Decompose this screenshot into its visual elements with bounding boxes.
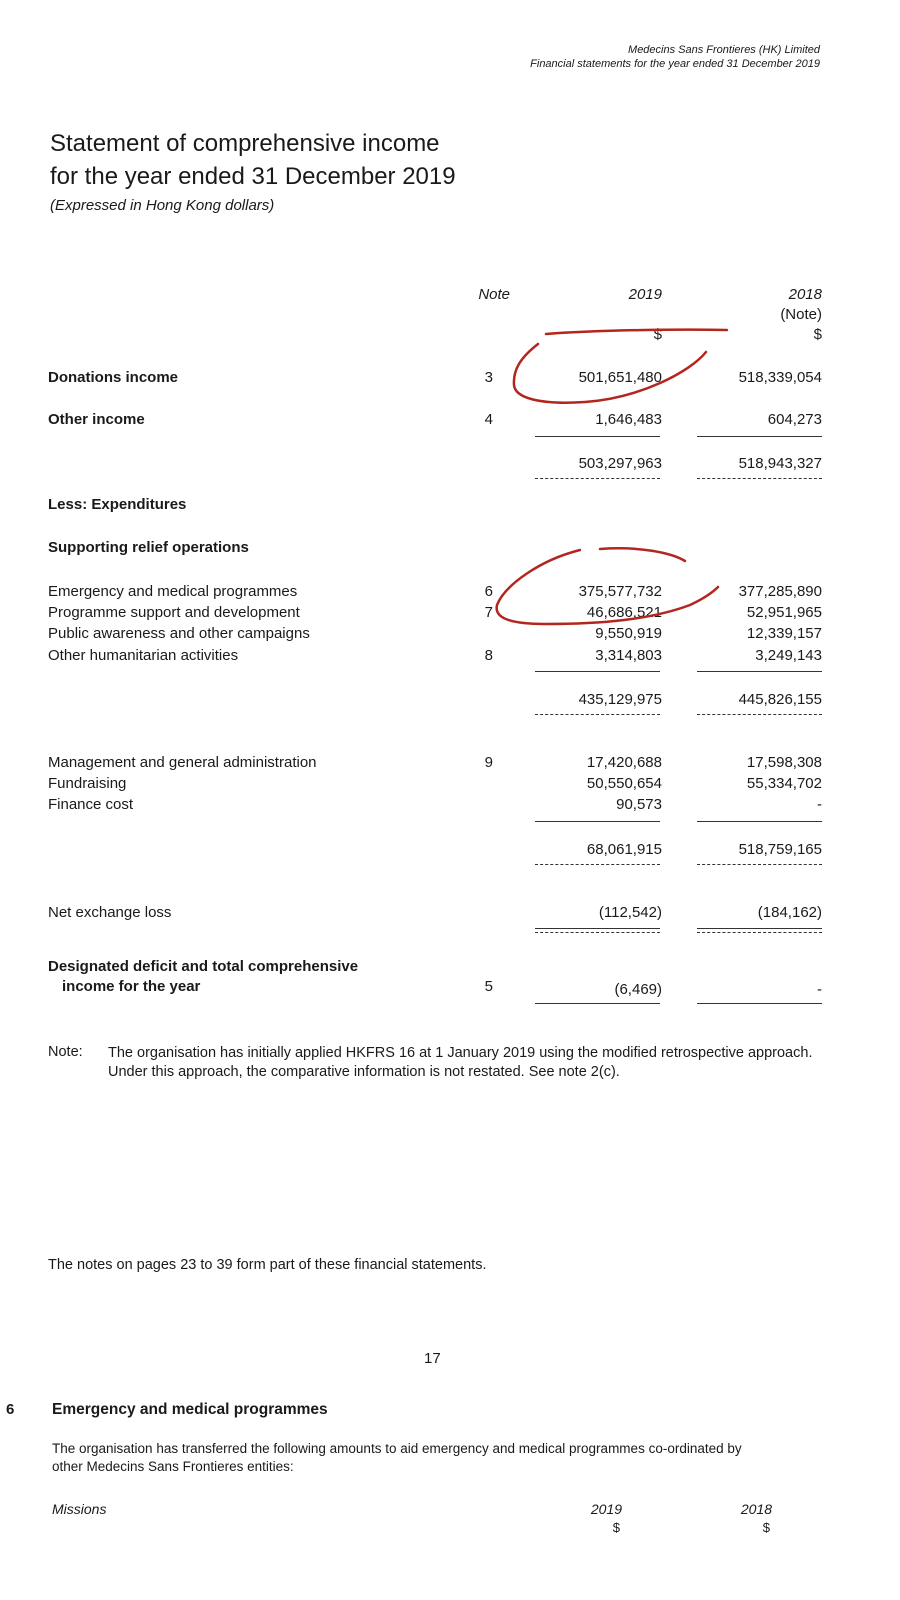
- income-total-2019: 503,297,963: [578, 455, 662, 472]
- header-org: Medecins Sans Frontieres (HK) Limited: [628, 44, 820, 56]
- relief-row-2019: 375,577,732: [578, 583, 662, 600]
- income-total-underline-2019: [535, 478, 660, 479]
- donations-income-note: 3: [484, 369, 493, 386]
- admin-row-2018: -: [817, 796, 822, 813]
- relief-total-2018: 445,826,155: [738, 691, 822, 708]
- deficit-2018: -: [817, 981, 822, 998]
- section-heading: Emergency and medical programmes: [52, 1401, 328, 1418]
- relief-operations-heading: Supporting relief operations: [48, 539, 249, 556]
- admin-total-underline-2018: [697, 864, 822, 865]
- admin-row-label: Management and general administration: [48, 754, 317, 771]
- header-period: Financial statements for the year ended 31 December 2019: [530, 58, 820, 70]
- income-total-2018: 518,943,327: [738, 455, 822, 472]
- section-text: The organisation has transferred the following amounts to aid emergency and medical programmes co-ordinated by other Medecins Sans Frontieres entities:: [52, 1441, 742, 1474]
- income-total-underline-2018: [697, 478, 822, 479]
- net-exchange-2018: (184,162): [757, 904, 822, 921]
- admin-row-2019: 90,573: [616, 796, 662, 813]
- other-income-label: Other income: [48, 411, 145, 428]
- col-note-heading: Note: [478, 286, 510, 303]
- col-2018-note: (Note): [780, 306, 822, 323]
- net-exchange-double-rule-2019: [535, 928, 660, 933]
- section-col-2018-unit: $: [762, 1520, 770, 1535]
- statement-title: Statement of comprehensive income: [50, 130, 440, 157]
- donations-income-2019: 501,651,480: [578, 369, 662, 386]
- donations-income-2018: 518,339,054: [738, 369, 822, 386]
- currency-note: (Expressed in Hong Kong dollars): [50, 197, 275, 214]
- deficit-label: Designated deficit and total comprehensive: [48, 958, 359, 975]
- section-number: 6: [6, 1401, 15, 1418]
- admin-row-2019: 50,550,654: [586, 775, 662, 792]
- admin-total-underline-2019: [535, 864, 660, 865]
- income-subtotal-rule-2018: [697, 436, 822, 437]
- footnote-text: The organisation has initially applied HKFRS 16 at 1 January 2019 using the modified retrospective approach. Under this approach, the comparative information is not restated. See note 2(c).: [108, 1045, 813, 1080]
- admin-subtotal-rule-2019: [535, 821, 660, 822]
- relief-row-label: Other humanitarian activities: [48, 647, 239, 664]
- col-2018-heading: 2018: [788, 286, 822, 303]
- deficit-rule-2018: [697, 1003, 822, 1004]
- relief-row-2018: 52,951,965: [746, 604, 822, 621]
- section-col-2018: 2018: [740, 1501, 772, 1517]
- relief-row-label: Programme support and development: [48, 604, 300, 621]
- deficit-label-cont: income for the year: [62, 978, 201, 995]
- other-income-2019: 1,646,483: [595, 411, 662, 428]
- missions-column-heading: Missions: [52, 1501, 107, 1517]
- other-income-2018: 604,273: [767, 411, 822, 428]
- statement-title-period: for the year ended 31 December 2019: [50, 163, 456, 190]
- relief-row-label: Emergency and medical programmes: [48, 583, 298, 600]
- admin-row-2019: 17,420,688: [586, 754, 662, 771]
- relief-row-2019: 46,686,521: [586, 604, 662, 621]
- net-exchange-double-rule-2018: [697, 928, 822, 933]
- admin-row-label: Fundraising: [48, 775, 127, 792]
- admin-row-note: 9: [484, 754, 493, 771]
- admin-row-2018: 17,598,308: [746, 754, 822, 771]
- relief-subtotal-rule-2018: [697, 671, 822, 672]
- col-2018-unit: $: [813, 326, 822, 343]
- col-2019-unit: $: [653, 326, 662, 343]
- relief-row-2019: 3,314,803: [595, 647, 662, 664]
- admin-row-2018: 55,334,702: [746, 775, 822, 792]
- other-income-note: 4: [484, 411, 493, 428]
- notes-reference: The notes on pages 23 to 39 form part of these financial statements.: [48, 1257, 487, 1273]
- deficit-2019: (6,469): [614, 981, 662, 998]
- net-exchange-label: Net exchange loss: [48, 904, 172, 921]
- circle-annotation-donations: [514, 330, 727, 403]
- relief-total-underline-2019: [535, 714, 660, 715]
- col-2019-heading: 2019: [628, 286, 662, 303]
- relief-row-2018: 12,339,157: [746, 625, 822, 642]
- relief-row-2019: 9,550,919: [595, 625, 662, 642]
- deficit-note: 5: [484, 978, 493, 995]
- relief-row-2018: 377,285,890: [738, 583, 822, 600]
- footnote-prefix: Note:: [48, 1044, 83, 1060]
- relief-total-underline-2018: [697, 714, 822, 715]
- relief-row-note: 8: [484, 647, 493, 664]
- relief-subtotal-rule-2019: [535, 671, 660, 672]
- admin-total-2019: 68,061,915: [586, 841, 662, 858]
- deficit-rule-2019: [535, 1003, 660, 1004]
- admin-row-label: Finance cost: [48, 796, 134, 813]
- relief-row-note: 6: [484, 583, 493, 600]
- relief-total-2019: 435,129,975: [578, 691, 662, 708]
- admin-total-2018: 518,759,165: [738, 841, 822, 858]
- income-subtotal-rule-2019: [535, 436, 660, 437]
- relief-row-2018: 3,249,143: [755, 647, 822, 664]
- donations-income-label: Donations income: [48, 369, 179, 386]
- page-number: 17: [424, 1350, 441, 1367]
- admin-subtotal-rule-2018: [697, 821, 822, 822]
- net-exchange-2019: (112,542): [598, 904, 662, 921]
- section-col-2019-unit: $: [612, 1520, 620, 1535]
- expenditures-heading: Less: Expenditures: [48, 496, 187, 513]
- relief-row-label: Public awareness and other campaigns: [48, 625, 310, 642]
- relief-row-note: 7: [484, 604, 493, 621]
- section-col-2019: 2019: [590, 1501, 622, 1517]
